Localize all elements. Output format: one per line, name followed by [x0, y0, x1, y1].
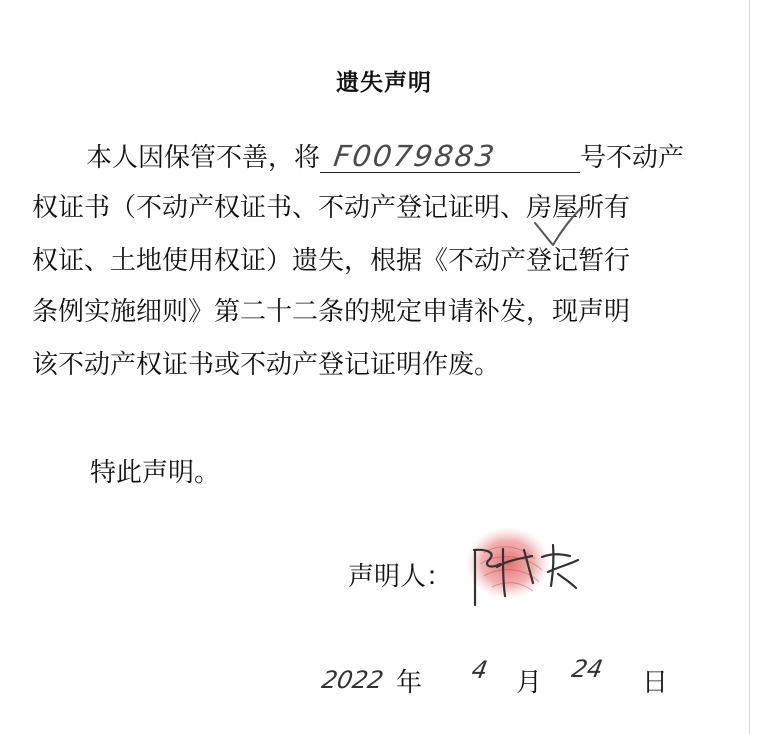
day-label: 日	[642, 668, 669, 698]
statement-line-5: 该不动产权证书或不动产登记证明作废。	[32, 350, 501, 380]
handwritten-day: 24	[569, 655, 606, 683]
year-label: 年	[396, 668, 423, 698]
certificate-number-blank	[320, 139, 580, 173]
checkmark-icon	[533, 205, 585, 249]
date-row	[319, 655, 702, 700]
document-title: 遗失声明	[336, 70, 432, 96]
statement-suffix: 号不动产	[580, 143, 685, 173]
special-statement: 特此声明。	[90, 458, 221, 488]
statement-prefix: 本人因保管不善，将	[86, 143, 321, 173]
signature-with-fingerprint	[450, 525, 610, 615]
month-label: 月	[516, 668, 543, 698]
handwritten-certificate-number: F0079883	[331, 139, 499, 173]
statement-line-1	[86, 139, 685, 173]
statement-line-3: 权证、土地使用权证）遗失，根据《不动产登记暂行	[32, 246, 631, 276]
page-edge-line	[749, 0, 750, 734]
signer-label: 声明人：	[348, 562, 453, 592]
handwritten-year: 2022	[319, 666, 386, 694]
statement-line-4: 条例实施细则》第二十二条的规定申请补发，现声明	[32, 297, 631, 327]
handwritten-month: 4	[469, 656, 490, 684]
statement-line-2: 权证书（不动产权证书、不动产登记证明、房屋所有	[32, 193, 631, 223]
